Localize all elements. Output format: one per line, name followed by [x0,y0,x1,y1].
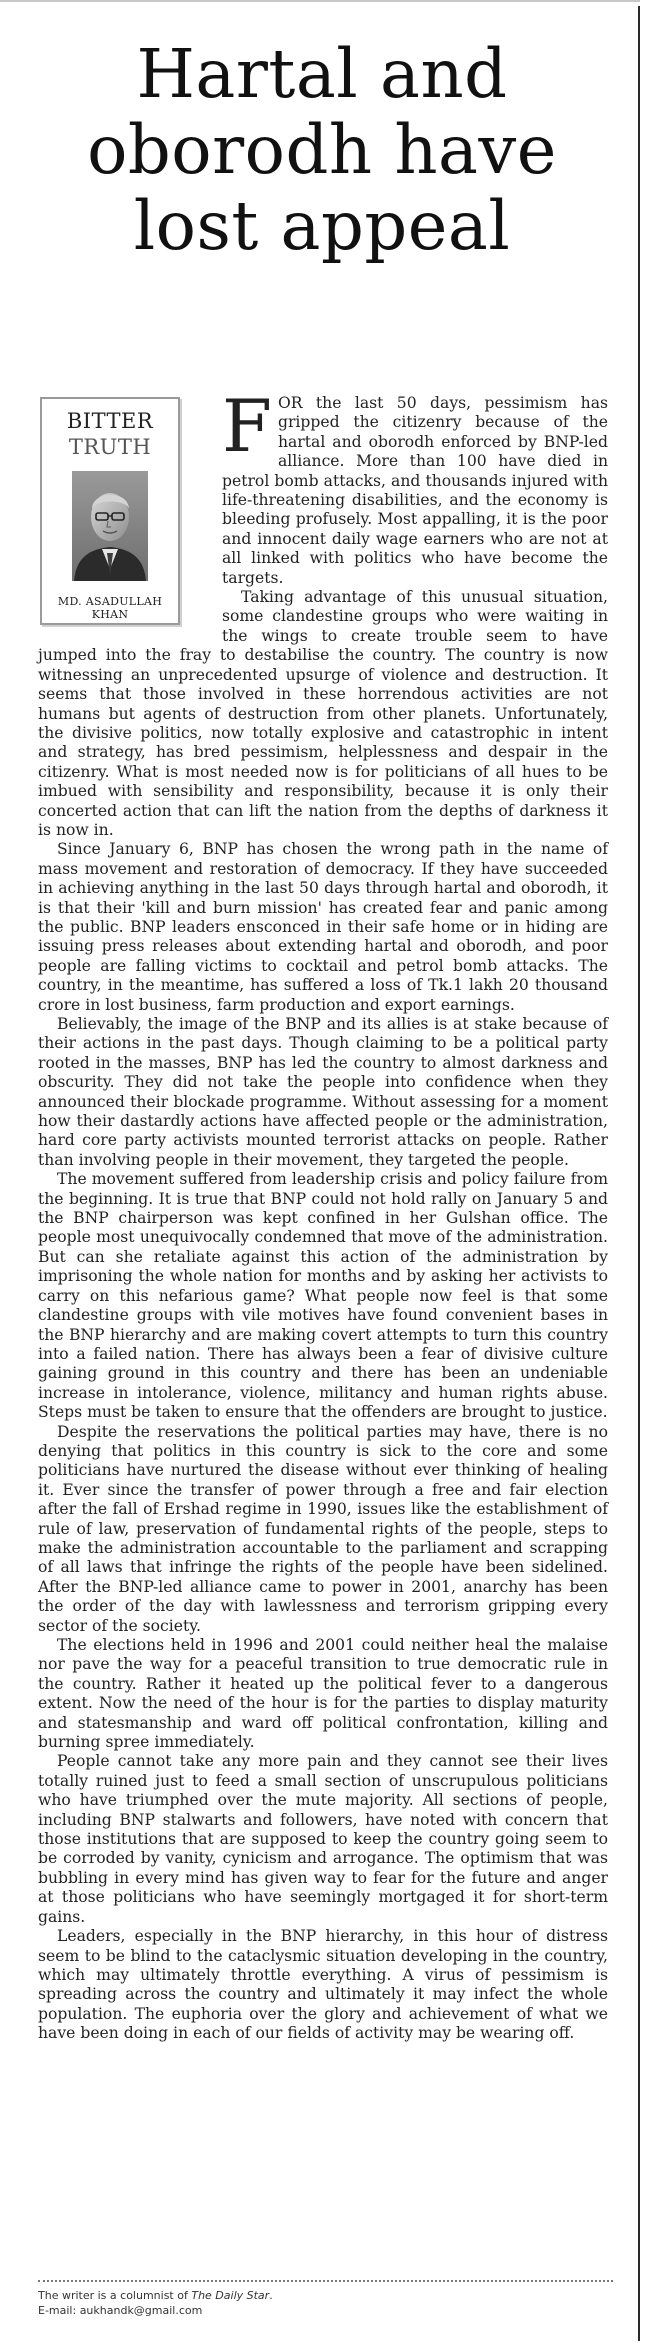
body-paragraph: The movement suffered from leadership crisis and policy failure from the beginning. It is true that BNP could not hold rally on January 5 and the BNP chairperson was kept confined in her Gulshan office. The people most unequivocally condemned that move of the administration. But can she retaliate against this action of the administration by imprisoning the whole nation for months and by asking her activists to carry on this nefarious game? What people now feel is that some clandestine groups with vile motives have found convenient bases in the BNP hierarchy and are making covert attempts to turn this country into a failed nation. There has always been a fear of divisive culture gaining ground in this country and there has been an undeniable increase in intolerance, violence, militancy and human rights abuse. Steps must be taken to ensure that the offenders are brought to justice. [38,1170,608,1422]
body-paragraph: People cannot take any more pain and they cannot see their lives totally ruined just to feed a small section of unscrupulous politicians who have triumphed over the mute majority. All sections of people, including BNP stalwarts and followers, have noted with concern that those institutions that are supposed to keep the country going seem to be corroded by vanity, cynicism and arrogance. The optimism that was bubbling in every mind has given way to fear for the future and anger at those politicians who have seemingly mortgaged it for short-term gains. [38,1752,608,1926]
body-paragraph: Taking advantage of this unusual situation, some clandestine groups who were waiting in the wings to create trouble seem to have jumped into the fray to destabilise the country. The country is now witnessing an unprecedented upsurge of violence and destruction. It seems that those involved in these horrendous activities are not humans but agents of destruction from other planets. Unfortunately, the divisive politics, now totally explosive and catastrophic in intent and strategy, has bred pessimism, helplessness and despair in the citizenry. What is most needed now is for politicians of all hues to be imbued with sensibility and responsibility, because it is only their concerted action that can lift the nation from the depths of darkness it is now in. [38,588,608,839]
writer-credit [38,2288,613,2303]
body-paragraph: Leaders, especially in the BNP hierarchy, in this hour of distress seem to be blind to the cataclysmic situation developing in the country, which may ultimately throttle everything. A virus of pessimism is spreading across the country and ultimately it may infect the whole population. The euphoria over the glory and achievement of what we have been doing in each of our fields of activity may be wearing off. [38,1927,608,2043]
body-paragraph: OR the last 50 days, pessimism has gripped the citizenry because of the hartal and oborodh enforced by BNP-led alliance. More than 100 have died in petrol bomb attacks, and thousands injured with life-threatening disabilities, and the economy is bleeding profusely. Most appalling, it is the poor and innocent daily wage earners who are not at all linked with politics who have become the targets. [222,394,608,587]
body-paragraph: Since January 6, BNP has chosen the wrong path in the name of mass movement and restoration of democracy. If they have succeeded in achieving anything in the last 50 days through hartal and oborodh, it is that their 'kill and burn mission' has created fear and panic among the public. BNP leaders ensconced in their safe home or in hiding are issuing press releases about extending hartal and oborodh, and poor people are falling victims to cocktail and petrol bomb attacks. The country, in the meantime, has suffered a loss of Tk.1 lakh 20 thousand crore in lost business, farm production and export earnings. [38,840,608,1014]
body-paragraph: Despite the reservations the political parties may have, there is no denying that politics in this country is sick to the core and some politicians have nurtured the disease without ever thinking of healing it. Ever since the transfer of power through a free and fair election after the fall of Ershad regime in 1990, issues like the establishment of rule of law, preservation of fundamental rights of the people, steps to make the administration accountable to the parliament and scrapping of all laws that infringe the rights of the people have been sidelined. After the BNP-led alliance came to power in 2001, anarchy has been the order of the day with lawlessness and terrorism gripping every sector of the society. [38,1422,608,1635]
author-byline: MD. ASADULLAH KHAN [57,595,163,621]
footer-divider [38,2280,613,2282]
column-right-rule [638,6,640,2341]
writer-email: E-mail: aukhandk@gmail.com [38,2304,203,2317]
writer-credit-prefix: The writer is a columnist of [38,2289,192,2302]
column-name-line1: BITTER [66,409,154,433]
headline: Hartal and oborodh have lost appeal [87,35,557,265]
column-name-line2: TRUTH [68,435,152,459]
publication-name: The Daily Star [191,2289,270,2302]
body-paragraph: The elections held in 1996 and 2001 could neither heal the malaise nor pave the way for a peaceful transition to true democratic rule in the country. Rather it heated up the political fever to a dangerous extent. Now the need of the hour is for the parties to display maturity and statesmanship and ward off political confrontation, killing and burning spree immediately. [38,1636,608,1752]
writer-note [38,2288,613,2318]
article-body [38,384,608,2044]
body-paragraph: Believably, the image of the BNP and its allies is at stake because of their actions in the past days. Though claiming to be a political party rooted in the masses, BNP has led the country to almost darkness and obscurity. They did not take the people into confidence when they announced their blockade programme. Without assessing for a moment how their dastardly actions have affected people or the administration, hard core party activists mounted terrorist attacks on people. Rather than involving people in their movement, they targeted the people. [38,1015,608,1169]
page-top-edge [0,0,640,2]
drop-cap: F [222,384,272,468]
writer-credit-suffix: . [269,2289,273,2302]
